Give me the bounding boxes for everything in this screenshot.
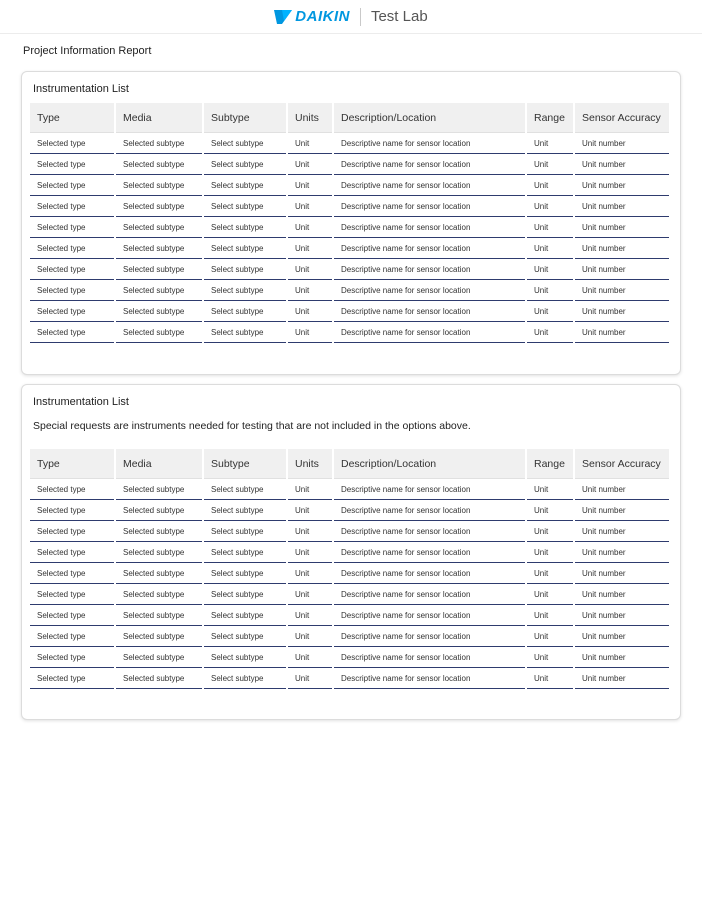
table-row[interactable] bbox=[30, 605, 669, 626]
table-cell: Descriptive name for sensor location bbox=[334, 217, 525, 238]
table-cell: Selected type bbox=[30, 133, 114, 154]
table-cell: Select subtype bbox=[204, 542, 286, 563]
logo-text: DAIKIN bbox=[295, 8, 350, 25]
column-header[interactable]: Description/Location bbox=[334, 103, 525, 133]
table-cell: Select subtype bbox=[204, 280, 286, 301]
table-row[interactable] bbox=[30, 500, 669, 521]
table-cell: Descriptive name for sensor location bbox=[334, 280, 525, 301]
table-cell: Descriptive name for sensor location bbox=[334, 626, 525, 647]
table-cell: Unit bbox=[288, 238, 332, 259]
daikin-logo-icon bbox=[274, 10, 292, 24]
table-cell: Selected subtype bbox=[116, 196, 202, 217]
table-cell: Unit number bbox=[575, 647, 669, 668]
table-cell: Selected type bbox=[30, 668, 114, 689]
table-row[interactable] bbox=[30, 133, 669, 154]
instrumentation-card-2 bbox=[21, 384, 681, 720]
table-row[interactable] bbox=[30, 479, 669, 500]
table-cell: Unit bbox=[527, 605, 573, 626]
table-row[interactable] bbox=[30, 626, 669, 647]
table-cell: Selected subtype bbox=[116, 280, 202, 301]
table-cell: Selected subtype bbox=[116, 217, 202, 238]
table-cell: Unit number bbox=[575, 542, 669, 563]
table-cell: Selected type bbox=[30, 584, 114, 605]
table-cell: Unit number bbox=[575, 154, 669, 175]
column-header[interactable]: Description/Location bbox=[334, 449, 525, 479]
table-cell: Selected subtype bbox=[116, 584, 202, 605]
table-cell: Unit number bbox=[575, 563, 669, 584]
brand bbox=[274, 8, 427, 26]
table-cell: Unit bbox=[527, 584, 573, 605]
column-header[interactable]: Range bbox=[527, 449, 573, 479]
table-cell: Selected type bbox=[30, 626, 114, 647]
table-cell: Unit bbox=[288, 647, 332, 668]
table-cell: Selected subtype bbox=[116, 542, 202, 563]
table-cell: Unit bbox=[288, 605, 332, 626]
table-cell: Unit bbox=[288, 301, 332, 322]
table-cell: Selected subtype bbox=[116, 647, 202, 668]
table-cell: Descriptive name for sensor location bbox=[334, 563, 525, 584]
table-cell: Unit bbox=[527, 647, 573, 668]
table-cell: Selected type bbox=[30, 196, 114, 217]
table-cell: Selected type bbox=[30, 605, 114, 626]
table-cell: Unit number bbox=[575, 301, 669, 322]
column-header[interactable]: Subtype bbox=[204, 103, 286, 133]
app-title: Test Lab bbox=[370, 8, 428, 25]
column-header[interactable]: Sensor Accuracy bbox=[575, 103, 669, 133]
table-cell: Select subtype bbox=[204, 175, 286, 196]
table-row[interactable] bbox=[30, 154, 669, 175]
table-cell: Unit bbox=[288, 217, 332, 238]
table-cell: Select subtype bbox=[204, 500, 286, 521]
table-row[interactable] bbox=[30, 322, 669, 343]
table-cell: Select subtype bbox=[204, 521, 286, 542]
table-cell: Unit bbox=[527, 175, 573, 196]
table-row[interactable] bbox=[30, 175, 669, 196]
table-cell: Unit bbox=[288, 133, 332, 154]
table-cell: Select subtype bbox=[204, 647, 286, 668]
table-cell: Selected subtype bbox=[116, 626, 202, 647]
table-row[interactable] bbox=[30, 563, 669, 584]
table-row[interactable] bbox=[30, 668, 669, 689]
table-cell: Unit number bbox=[575, 175, 669, 196]
card-title: Instrumentation List bbox=[33, 396, 129, 408]
table-header-row bbox=[30, 103, 669, 133]
column-header[interactable]: Media bbox=[116, 449, 202, 479]
table-cell: Selected subtype bbox=[116, 521, 202, 542]
table-cell: Unit number bbox=[575, 584, 669, 605]
table-cell: Unit bbox=[288, 196, 332, 217]
table-cell: Selected subtype bbox=[116, 479, 202, 500]
table-cell: Descriptive name for sensor location bbox=[334, 301, 525, 322]
table-cell: Select subtype bbox=[204, 668, 286, 689]
table-cell: Descriptive name for sensor location bbox=[334, 259, 525, 280]
table-cell: Unit bbox=[527, 154, 573, 175]
table-cell: Select subtype bbox=[204, 133, 286, 154]
table-cell: Selected type bbox=[30, 563, 114, 584]
table-cell: Descriptive name for sensor location bbox=[334, 238, 525, 259]
table-cell: Descriptive name for sensor location bbox=[334, 175, 525, 196]
table-row[interactable] bbox=[30, 584, 669, 605]
table-cell: Selected type bbox=[30, 259, 114, 280]
table-cell: Selected type bbox=[30, 175, 114, 196]
table-cell: Selected type bbox=[30, 217, 114, 238]
table-cell: Selected type bbox=[30, 647, 114, 668]
table-cell: Unit number bbox=[575, 500, 669, 521]
table-cell: Selected type bbox=[30, 301, 114, 322]
table-cell: Selected subtype bbox=[116, 668, 202, 689]
table-cell: Descriptive name for sensor location bbox=[334, 479, 525, 500]
table-cell: Unit number bbox=[575, 196, 669, 217]
table-container bbox=[28, 103, 680, 343]
table-cell: Selected type bbox=[30, 322, 114, 343]
table-cell: Unit bbox=[527, 301, 573, 322]
table-cell: Unit bbox=[527, 563, 573, 584]
table-cell: Descriptive name for sensor location bbox=[334, 605, 525, 626]
column-header[interactable]: Range bbox=[527, 103, 573, 133]
table-cell: Selected subtype bbox=[116, 322, 202, 343]
table-row[interactable] bbox=[30, 301, 669, 322]
table-cell: Unit number bbox=[575, 259, 669, 280]
table-cell: Selected subtype bbox=[116, 605, 202, 626]
table-cell: Unit bbox=[288, 668, 332, 689]
table-cell: Selected subtype bbox=[116, 259, 202, 280]
table-row[interactable] bbox=[30, 217, 669, 238]
table-cell: Unit bbox=[527, 280, 573, 301]
instrumentation-card-1 bbox=[21, 71, 681, 375]
table-cell: Selected subtype bbox=[116, 175, 202, 196]
table-cell: Unit bbox=[288, 521, 332, 542]
table-cell: Unit number bbox=[575, 605, 669, 626]
card-title: Instrumentation List bbox=[33, 83, 129, 95]
table-cell: Unit bbox=[527, 196, 573, 217]
table-cell: Unit bbox=[288, 175, 332, 196]
table-cell: Descriptive name for sensor location bbox=[334, 133, 525, 154]
column-header[interactable]: Sensor Accuracy bbox=[575, 449, 669, 479]
table-header-row bbox=[30, 449, 669, 479]
table-cell: Unit bbox=[527, 238, 573, 259]
table-cell: Unit bbox=[527, 217, 573, 238]
table-cell: Unit number bbox=[575, 626, 669, 647]
table-cell: Unit bbox=[527, 322, 573, 343]
table-cell: Unit number bbox=[575, 238, 669, 259]
table-cell: Unit bbox=[288, 626, 332, 647]
table-row[interactable] bbox=[30, 259, 669, 280]
table-cell: Selected subtype bbox=[116, 500, 202, 521]
table-cell: Unit bbox=[527, 479, 573, 500]
table-cell: Unit bbox=[288, 322, 332, 343]
table-cell: Select subtype bbox=[204, 605, 286, 626]
daikin-logo bbox=[274, 8, 350, 25]
table-cell: Descriptive name for sensor location bbox=[334, 647, 525, 668]
table-cell: Select subtype bbox=[204, 301, 286, 322]
table-cell: Unit bbox=[288, 542, 332, 563]
table-cell: Selected subtype bbox=[116, 133, 202, 154]
table-cell: Descriptive name for sensor location bbox=[334, 154, 525, 175]
table-cell: Unit number bbox=[575, 479, 669, 500]
table-cell: Descriptive name for sensor location bbox=[334, 196, 525, 217]
table-cell: Select subtype bbox=[204, 563, 286, 584]
table-cell: Unit bbox=[288, 280, 332, 301]
table-cell: Unit number bbox=[575, 521, 669, 542]
table-cell: Select subtype bbox=[204, 238, 286, 259]
table-cell: Unit number bbox=[575, 133, 669, 154]
brand-divider bbox=[360, 8, 361, 26]
column-header[interactable]: Type bbox=[30, 449, 114, 479]
table-cell: Select subtype bbox=[204, 584, 286, 605]
table-cell: Selected subtype bbox=[116, 301, 202, 322]
table-cell: Unit bbox=[288, 563, 332, 584]
table-cell: Selected subtype bbox=[116, 154, 202, 175]
table-cell: Selected type bbox=[30, 238, 114, 259]
table-cell: Select subtype bbox=[204, 479, 286, 500]
table-cell: Unit number bbox=[575, 217, 669, 238]
table-cell: Descriptive name for sensor location bbox=[334, 500, 525, 521]
instrumentation-table bbox=[28, 449, 671, 689]
table-cell: Descriptive name for sensor location bbox=[334, 584, 525, 605]
table-cell: Unit bbox=[288, 259, 332, 280]
table-cell: Select subtype bbox=[204, 322, 286, 343]
table-row[interactable] bbox=[30, 280, 669, 301]
table-cell: Descriptive name for sensor location bbox=[334, 521, 525, 542]
top-bar bbox=[0, 0, 702, 34]
column-header[interactable]: Type bbox=[30, 103, 114, 133]
table-cell: Descriptive name for sensor location bbox=[334, 542, 525, 563]
column-header[interactable]: Subtype bbox=[204, 449, 286, 479]
instrumentation-table bbox=[28, 103, 671, 343]
table-cell: Select subtype bbox=[204, 196, 286, 217]
table-cell: Select subtype bbox=[204, 259, 286, 280]
table-container bbox=[28, 449, 680, 689]
table-cell: Select subtype bbox=[204, 154, 286, 175]
table-cell: Selected subtype bbox=[116, 563, 202, 584]
table-cell: Descriptive name for sensor location bbox=[334, 668, 525, 689]
column-header[interactable]: Media bbox=[116, 103, 202, 133]
table-row[interactable] bbox=[30, 521, 669, 542]
table-cell: Select subtype bbox=[204, 626, 286, 647]
table-cell: Unit bbox=[527, 133, 573, 154]
table-cell: Unit bbox=[288, 479, 332, 500]
table-cell: Unit bbox=[288, 584, 332, 605]
table-cell: Unit bbox=[527, 259, 573, 280]
table-cell: Unit bbox=[288, 154, 332, 175]
table-cell: Selected type bbox=[30, 521, 114, 542]
table-cell: Unit number bbox=[575, 322, 669, 343]
table-cell: Unit bbox=[527, 521, 573, 542]
column-header[interactable]: Units bbox=[288, 103, 332, 133]
table-cell: Unit number bbox=[575, 668, 669, 689]
table-row[interactable] bbox=[30, 238, 669, 259]
table-row[interactable] bbox=[30, 542, 669, 563]
table-cell: Unit number bbox=[575, 280, 669, 301]
table-cell: Unit bbox=[527, 500, 573, 521]
table-cell: Selected subtype bbox=[116, 238, 202, 259]
column-header[interactable]: Units bbox=[288, 449, 332, 479]
table-row[interactable] bbox=[30, 647, 669, 668]
table-cell: Selected type bbox=[30, 154, 114, 175]
table-cell: Selected type bbox=[30, 500, 114, 521]
table-cell: Unit bbox=[527, 626, 573, 647]
table-cell: Unit bbox=[288, 500, 332, 521]
table-cell: Selected type bbox=[30, 542, 114, 563]
card-description: Special requests are instruments needed for testing that are not included in the options above. bbox=[33, 420, 471, 432]
table-cell: Select subtype bbox=[204, 217, 286, 238]
table-cell: Selected type bbox=[30, 479, 114, 500]
page-title: Project Information Report bbox=[23, 45, 152, 57]
table-cell: Unit bbox=[527, 542, 573, 563]
table-cell: Descriptive name for sensor location bbox=[334, 322, 525, 343]
table-row[interactable] bbox=[30, 196, 669, 217]
table-cell: Selected type bbox=[30, 280, 114, 301]
table-cell: Unit bbox=[527, 668, 573, 689]
